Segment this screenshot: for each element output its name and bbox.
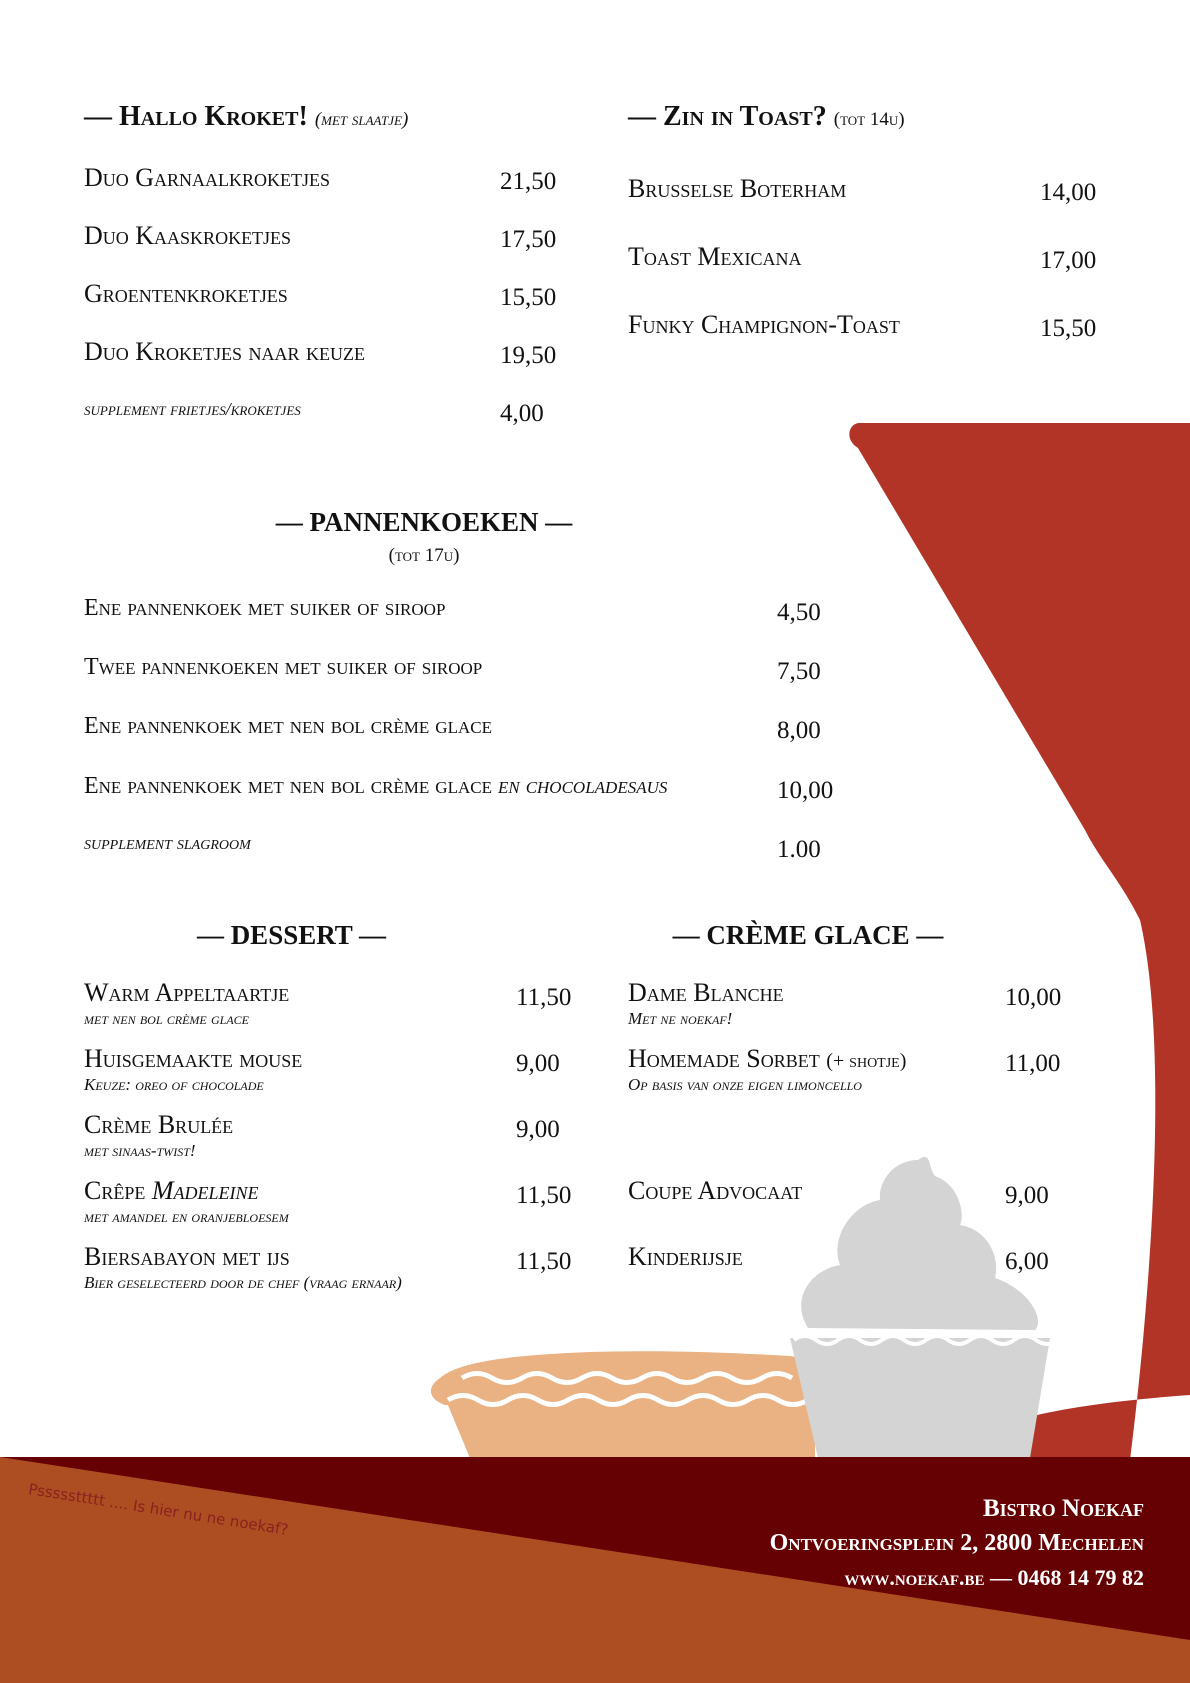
glace-item-name-row xyxy=(628,1045,906,1074)
dessert-item-name-italic: Madeleine xyxy=(151,1176,259,1205)
toast-item-price: 17,00 xyxy=(1040,247,1097,274)
glace-item-name: Coupe Advocaat xyxy=(628,1176,803,1205)
pannenkoek-item-name: Twee pannenkoeken met suiker of siroop xyxy=(84,654,483,680)
pannenkoek-item-price: 7,50 xyxy=(777,658,821,685)
glace-item-price: 10,00 xyxy=(1005,984,1062,1011)
dessert-item-desc: met nen bol crème glace xyxy=(84,1009,250,1028)
kroket-item-price: 19,50 xyxy=(500,342,557,369)
kroket-subtitle: (met slaatje) xyxy=(314,109,409,130)
kroket-supplement-price: 4,00 xyxy=(500,400,544,427)
pannenkoek-supplement-price: 1.00 xyxy=(777,836,821,863)
toast-item-price: 15,50 xyxy=(1040,315,1097,342)
glace-item-name: Dame Blanche xyxy=(628,978,784,1007)
dessert-item-price: 11,50 xyxy=(516,1248,572,1275)
pannenkoek-item-price: 4,50 xyxy=(777,599,821,626)
dessert-title: — DESSERT — xyxy=(196,920,387,950)
pie-illustration xyxy=(431,1351,815,1458)
glace-item-price: 6,00 xyxy=(1005,1248,1049,1275)
pannenkoek-item-price: 8,00 xyxy=(777,717,821,744)
dessert-item-name: Huisgemaakte mouse xyxy=(84,1044,303,1073)
footer-address: Ontvoeringsplein 2, 2800 Mechelen xyxy=(769,1530,1144,1556)
dessert-item-desc: met sinaas-twist! xyxy=(84,1141,196,1160)
toast-item-name: Toast Mexicana xyxy=(628,242,802,271)
toast-subtitle: (tot 14u) xyxy=(833,109,905,130)
dessert-item-price: 11,50 xyxy=(516,1182,572,1209)
glace-item-name: Kinderijsje xyxy=(628,1242,743,1271)
footer-scribble: Psssssttttt .... Is hier nu ne noekaf? xyxy=(27,1480,290,1539)
glace-item-desc: Met ne noekaf! xyxy=(628,1009,733,1028)
kroket-item-name: Duo Kroketjes naar keuze xyxy=(84,337,366,366)
dessert-item-name: Biersabayon met ijs xyxy=(84,1242,290,1271)
glace-item-price: 11,00 xyxy=(1005,1050,1061,1077)
glace-item-desc: Op basis van onze eigen limoncello xyxy=(628,1075,862,1094)
toast-title: — Zin in Toast? xyxy=(628,101,827,132)
glace-item-name: Homemade Sorbet xyxy=(628,1044,820,1073)
dessert-item-desc: Bier geselecteerd door de chef (vraag ernaar) xyxy=(84,1273,402,1292)
footer-contact: www.noekaf.be — 0468 14 79 82 xyxy=(844,1565,1144,1590)
dessert-item-name-row xyxy=(84,1177,259,1206)
dessert-item-desc: met amandel en oranjebloesem xyxy=(84,1207,289,1226)
glace-item-price: 9,00 xyxy=(1005,1182,1049,1209)
dessert-item-price: 9,00 xyxy=(516,1116,560,1143)
kroket-section-title xyxy=(84,100,408,134)
kroket-item-name: Groentenkroketjes xyxy=(84,279,288,308)
footer-bistro-name: Bistro Noekaf xyxy=(982,1495,1144,1522)
dessert-item-desc: Keuze: oreo of chocolade xyxy=(84,1075,264,1094)
toast-item-name: Brusselse Boterham xyxy=(628,174,847,203)
pannenkoek-item-name: Ene pannenkoek met nen bol crème glace xyxy=(84,713,492,739)
kroket-supplement-name: supplement frietjes/kroketjes xyxy=(84,399,301,419)
dessert-item-price: 11,50 xyxy=(516,984,572,1011)
pannenkoeken-subtitle: (tot 17u) xyxy=(388,545,460,566)
pannenkoeken-title: — PANNENKOEKEN — xyxy=(275,507,573,537)
pannenkoek-supplement-name: supplement slagroom xyxy=(84,832,251,854)
glace-title: — CRÈME GLACE — xyxy=(672,920,944,950)
dessert-item-name: Warm Appeltaartje xyxy=(84,978,290,1007)
kroket-item-price: 15,50 xyxy=(500,284,557,311)
kroket-title: — Hallo Kroket! xyxy=(84,101,308,132)
dessert-item-name: Crème Brulée xyxy=(84,1110,234,1139)
kroket-item-name: Duo Kaaskroketjes xyxy=(84,221,292,250)
pannenkoek-item-name: Ene pannenkoek met suiker of siroop xyxy=(84,595,446,621)
kroket-item-price: 17,50 xyxy=(500,226,557,253)
glace-item-name-small: (+ shotje) xyxy=(826,1050,907,1072)
pannenkoek-item-name-row xyxy=(84,773,667,799)
toast-item-name: Funky Champignon-Toast xyxy=(628,310,900,339)
kroket-item-name: Duo Garnaalkroketjes xyxy=(84,163,331,192)
dessert-item-price: 9,00 xyxy=(516,1050,560,1077)
dessert-item-name: Crêpe xyxy=(84,1176,146,1205)
pannenkoek-item-price: 10,00 xyxy=(777,777,834,804)
kroket-item-price: 21,50 xyxy=(500,168,557,195)
pannenkoek-item-name: Ene pannenkoek met nen bol crème glace xyxy=(84,773,492,799)
toast-section-title xyxy=(628,100,905,134)
pannenkoek-item-name-italic: en chocoladesaus xyxy=(497,773,668,799)
toast-item-price: 14,00 xyxy=(1040,179,1097,206)
